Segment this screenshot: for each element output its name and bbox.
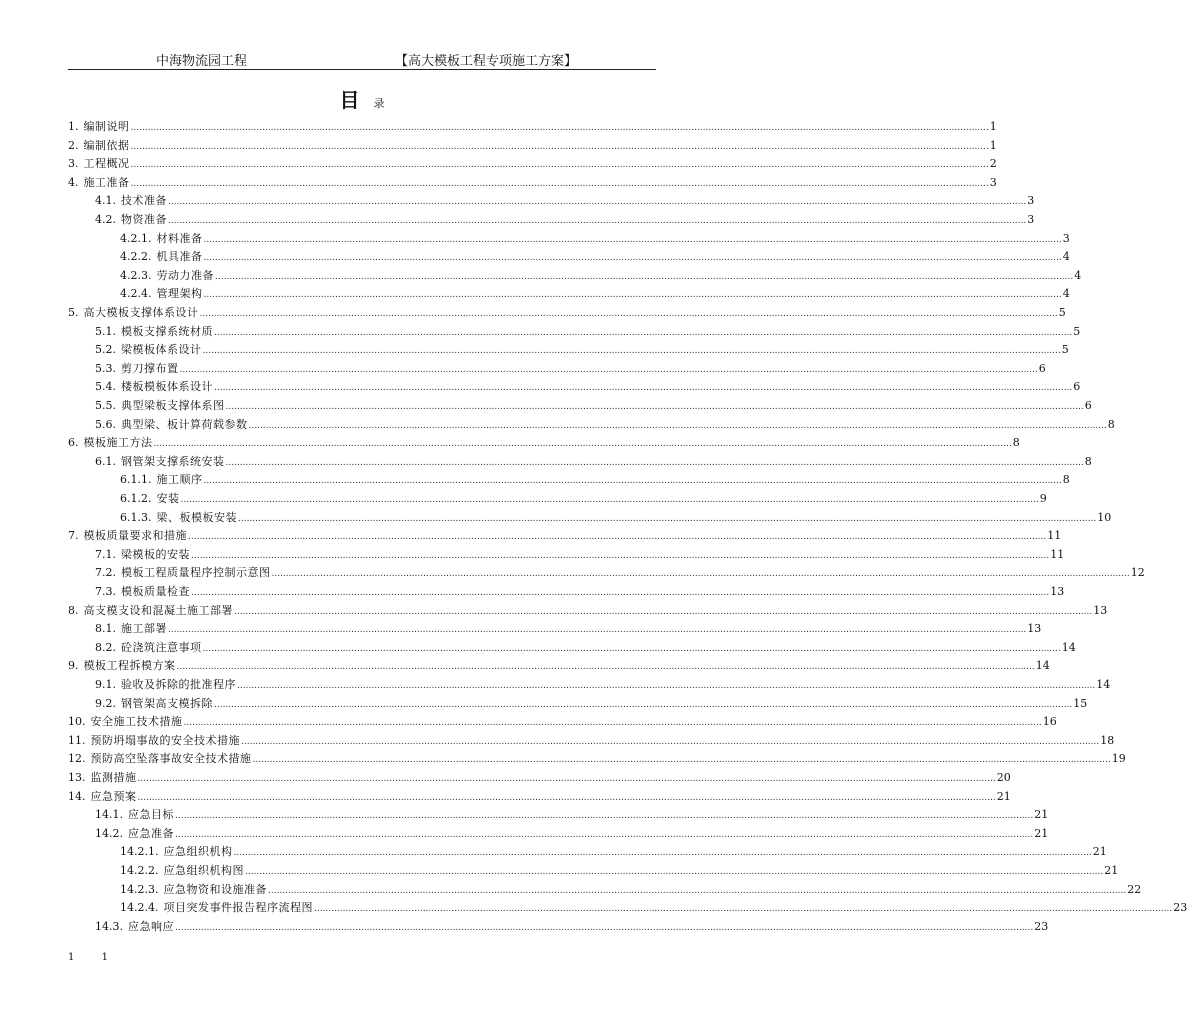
toc-entry-page: 5 <box>1058 306 1066 319</box>
toc-leader-dots: ............................................................................................................................................................................................................................................................................................................ <box>191 550 1050 561</box>
toc-entry-title: 预防坍塌事故的安全技术措施 <box>90 733 240 747</box>
toc-entry-title: 钢管架高支模拆除 <box>121 696 213 710</box>
toc-leader-dots: ............................................................................................................................................................................................................................................................................................................ <box>188 532 1047 543</box>
toc-entry-page: 6 <box>1038 361 1046 375</box>
toc-leader-dots: ............................................................................................................................................................................................................................................................................................................ <box>202 643 1061 654</box>
toc-entry-number: 11. <box>68 733 86 747</box>
toc-entry-number: 12. <box>68 752 86 766</box>
toc-entry[interactable] <box>95 414 1115 432</box>
toc-leader-dots: ............................................................................................................................................................................................................................................................................................................ <box>267 885 1127 896</box>
toc-entry-number: 7.2. <box>95 566 116 580</box>
toc-entry-number: 5.5. <box>95 399 116 412</box>
toc-entry[interactable] <box>120 841 1107 859</box>
toc-leader-dots: ............................................................................................................................................................................................................................................................................................................ <box>203 476 1062 487</box>
toc-entry[interactable] <box>95 395 1092 413</box>
toc-entry-title: 钢管架支撑系统安装 <box>121 454 225 468</box>
footer-right: 1 <box>101 952 108 963</box>
toc-leader-dots: ............................................................................................................................................................................................................................................................................................................ <box>214 383 1073 394</box>
toc-entry[interactable] <box>120 860 1119 878</box>
toc-entry[interactable] <box>120 879 1142 897</box>
toc-entry-page: 8 <box>1107 417 1115 431</box>
toc-entry-page: 21 <box>1034 826 1049 840</box>
toc-entry[interactable] <box>68 172 997 190</box>
toc-entry-page: 5 <box>1073 324 1081 338</box>
toc-entry-number: 4.2.1. <box>120 231 152 245</box>
toc-entry-page: 8 <box>1084 454 1092 468</box>
toc-entry-title: 楼板模板体系设计 <box>121 380 213 394</box>
toc-entry-page: 18 <box>1100 733 1115 747</box>
toc-leader-dots: ............................................................................................................................................................................................................................................................................................................ <box>233 848 1092 859</box>
toc-leader-dots: ............................................................................................................................................................................................................................................................................................................ <box>238 513 1097 524</box>
toc-entry[interactable] <box>68 730 1115 748</box>
toc-leader-dots: ............................................................................................................................................................................................................................................................................................................ <box>241 736 1100 747</box>
toc-entry-number: 5.2. <box>95 343 116 357</box>
toc-entry[interactable] <box>68 748 1126 766</box>
toc-entry-page: 19 <box>1111 752 1126 766</box>
toc-leader-dots: ............................................................................................................................................................................................................................................................................................................ <box>153 439 1012 450</box>
toc-entry[interactable] <box>95 693 1088 711</box>
toc-leader-dots: ............................................................................................................................................................................................................................................................................................................ <box>313 904 1173 915</box>
toc-entry-page: 22 <box>1127 882 1142 896</box>
toc-entry-page: 8 <box>1012 436 1020 450</box>
toc-entry-page: 8 <box>1062 473 1070 487</box>
toc-leader-dots: ............................................................................................................................................................................................................................................................................................................ <box>214 327 1073 338</box>
toc-entry-page: 13 <box>1027 622 1042 636</box>
toc-leader-dots: ............................................................................................................................................................................................................................................................................................................ <box>168 197 1027 208</box>
toc-entry-number: 7. <box>68 529 79 543</box>
toc-leader-dots: ............................................................................................................................................................................................................................................................................................................ <box>137 792 996 803</box>
toc-entry-page: 14 <box>1035 659 1050 673</box>
toc-entry-title: 劳动力准备 <box>156 268 214 282</box>
toc-entry[interactable] <box>95 321 1081 339</box>
toc-leader-dots: ............................................................................................................................................................................................................................................................................................................ <box>175 811 1034 822</box>
toc-leader-dots: ............................................................................................................................................................................................................................................................................................................ <box>202 346 1061 357</box>
toc-entry-page: 2 <box>989 157 997 171</box>
toc-leader-dots: ............................................................................................................................................................................................................................................................................................................ <box>215 271 1074 282</box>
toc-entry-number: 4.1. <box>95 194 116 208</box>
toc-entry[interactable] <box>68 432 1020 450</box>
toc-entry-number: 4.2.3. <box>120 268 152 282</box>
toc-entry[interactable] <box>68 302 1066 320</box>
toc-entry-title: 机具准备 <box>156 250 203 264</box>
toc-entry-page: 11 <box>1050 547 1065 561</box>
toc-entry[interactable] <box>95 562 1145 580</box>
toc-entry-number: 14.2. <box>95 826 123 840</box>
toc-entry-number: 7.1. <box>95 547 116 561</box>
toc-entry[interactable] <box>120 488 1047 506</box>
toc-entry-title: 模板工程拆模方案 <box>83 659 176 673</box>
toc-entry[interactable] <box>95 674 1111 692</box>
toc-entry-number: 4.2. <box>95 213 116 226</box>
toc-entry-page: 4 <box>1074 268 1082 282</box>
toc-entry-number: 3. <box>68 157 79 171</box>
toc-leader-dots: ............................................................................................................................................................................................................................................................................................................ <box>137 774 996 784</box>
toc-entry-title: 典型梁、板计算荷载参数 <box>121 417 248 431</box>
toc-entry-page: 4 <box>1062 250 1070 264</box>
toc-entry[interactable] <box>95 823 1049 841</box>
toc-leader-dots: ............................................................................................................................................................................................................................................................................................................ <box>176 662 1035 673</box>
toc-entry-title: 模板工程质量程序控制示意图 <box>121 566 271 580</box>
header-divider <box>68 69 656 70</box>
toc-entry-number: 4.2.2. <box>120 250 152 264</box>
toc-entry-page: 21 <box>1104 864 1119 877</box>
toc-entry-number: 9.1. <box>95 678 116 691</box>
toc-entry[interactable] <box>95 209 1035 227</box>
toc-leader-dots: ............................................................................................................................................................................................................................................................................................................ <box>244 867 1104 877</box>
toc-entry-number: 14.3. <box>95 919 123 933</box>
toc-entry-title: 工程概况 <box>83 157 130 171</box>
toc-leader-dots: ............................................................................................................................................................................................................................................................................................................ <box>191 588 1050 598</box>
toc-entry-title: 典型梁板支撑体系图 <box>121 399 225 412</box>
toc-entry-page: 3 <box>1027 213 1035 226</box>
toc-entry-number: 5.3. <box>95 361 116 375</box>
toc-leader-dots: ............................................................................................................................................................................................................................................................................................................ <box>130 141 989 152</box>
toc-entry-title: 安全施工技术措施 <box>90 715 183 729</box>
toc-leader-dots: ............................................................................................................................................................................................................................................................................................................ <box>130 178 989 189</box>
toc-entry-title: 监测措施 <box>90 771 137 784</box>
toc-entry-title: 模板施工方法 <box>83 436 153 450</box>
toc-entry-title: 高大模板支撑体系设计 <box>83 306 199 319</box>
toc-entry[interactable] <box>68 767 1011 785</box>
toc-leader-dots: ............................................................................................................................................................................................................................................................................................................ <box>179 364 1038 375</box>
toc-leader-dots: ............................................................................................................................................................................................................................................................................................................ <box>130 160 989 171</box>
toc-entry[interactable] <box>95 637 1076 655</box>
toc-entry-number: 14.2.3. <box>120 882 159 896</box>
toc-entry-title: 模板质量要求和措施 <box>83 529 187 543</box>
toc-entry-title: 模板支撑系统材质 <box>121 324 213 338</box>
toc-entry-page: 16 <box>1042 715 1057 729</box>
toc-entry-page: 20 <box>996 771 1011 784</box>
page-header <box>68 50 656 70</box>
toc-leader-dots: ............................................................................................................................................................................................................................................................................................................ <box>175 829 1034 840</box>
toc-entry-title: 应急准备 <box>128 826 174 840</box>
toc-entry-page: 23 <box>1034 919 1049 933</box>
toc-leader-dots: ............................................................................................................................................................................................................................................................................................................ <box>271 569 1130 580</box>
toc-entry-title: 应急组织机构图 <box>163 864 244 877</box>
toc-leader-dots: ............................................................................................................................................................................................................................................................................................................ <box>168 216 1027 226</box>
toc-entry[interactable] <box>95 618 1042 636</box>
toc-entry-page: 14 <box>1096 678 1111 691</box>
toc-entry[interactable] <box>95 581 1065 599</box>
toc-entry[interactable] <box>120 897 1187 915</box>
toc-entry[interactable] <box>95 451 1092 469</box>
toc-entry-number: 5.1. <box>95 324 116 338</box>
toc-entry[interactable] <box>68 525 1062 543</box>
toc-entry-number: 6.1.3. <box>120 510 152 524</box>
toc-leader-dots: ............................................................................................................................................................................................................................................................................................................ <box>234 606 1093 617</box>
toc-entry[interactable] <box>120 283 1070 301</box>
toc-entry-title: 技术准备 <box>121 194 167 208</box>
toc-entry-title: 应急组织机构 <box>163 845 233 859</box>
toc-entry-number: 5.6. <box>95 417 116 431</box>
toc-entry-number: 10. <box>68 715 86 729</box>
toc-entry-page: 6 <box>1084 399 1092 412</box>
toc-leader-dots: ............................................................................................................................................................................................................................................................................................................ <box>203 234 1062 245</box>
toc-entry-title: 模板质量检查 <box>121 585 190 598</box>
toc-entry-title: 剪刀撑布置 <box>121 361 179 375</box>
toc-entry-number: 9.2. <box>95 696 116 710</box>
toc-leader-dots: ............................................................................................................................................................................................................................................................................................................ <box>175 922 1034 933</box>
header-project-name: 中海物流园工程 <box>156 54 248 69</box>
toc-entry[interactable] <box>68 786 1011 804</box>
toc-entry[interactable] <box>95 339 1069 357</box>
toc-entry[interactable] <box>68 116 997 134</box>
toc-leader-dots: ............................................................................................................................................................................................................................................................................................................ <box>203 253 1062 264</box>
toc-leader-dots: ............................................................................................................................................................................................................................................................................................................ <box>252 755 1111 766</box>
toc-entry-number: 9. <box>68 659 79 673</box>
toc-entry[interactable] <box>95 804 1049 822</box>
toc-entry-page: 9 <box>1039 492 1047 505</box>
toc-leader-dots: ............................................................................................................................................................................................................................................................................................................ <box>199 309 1058 319</box>
toc-entry-title: 编制依据 <box>83 138 130 152</box>
toc-entry-number: 14.1. <box>95 808 123 822</box>
toc-entry-number: 2. <box>68 138 79 152</box>
toc-entry-title: 梁、板模板安装 <box>156 510 237 524</box>
toc-entry-title: 验收及拆除的批准程序 <box>121 678 236 691</box>
toc-entry-title: 项目突发事件报告程序流程图 <box>163 901 313 915</box>
toc-entry-page: 5 <box>1061 343 1069 357</box>
toc-entry[interactable] <box>95 190 1035 208</box>
toc-entry-title: 高支模支设和混凝土施工部署 <box>83 603 233 617</box>
toc-entry-number: 8.1. <box>95 622 116 636</box>
toc-entry[interactable] <box>120 228 1070 246</box>
toc-entry-number: 14.2.2. <box>120 864 159 877</box>
toc-leader-dots: ............................................................................................................................................................................................................................................................................................................ <box>203 290 1062 301</box>
toc-entry[interactable] <box>120 507 1112 525</box>
toc-entry-title: 施工准备 <box>83 175 130 189</box>
toc-entry-number: 14.2.1. <box>120 845 159 859</box>
toc-entry-number: 6.1.1. <box>120 473 152 487</box>
toc-entry-page: 6 <box>1073 380 1081 394</box>
toc-entry[interactable] <box>120 469 1070 487</box>
toc-entry[interactable] <box>68 711 1057 729</box>
toc-leader-dots: ............................................................................................................................................................................................................................................................................................................ <box>225 402 1084 412</box>
toc-entry-page: 3 <box>1062 231 1070 245</box>
toc-entry-number: 13. <box>68 771 86 784</box>
toc-entry-page: 14 <box>1061 640 1076 654</box>
toc-entry-page: 3 <box>1027 194 1035 208</box>
toc-entry-title: 应急响应 <box>128 919 174 933</box>
toc-entry[interactable] <box>68 153 997 171</box>
toc-leader-dots: ............................................................................................................................................................................................................................................................................................................ <box>180 495 1039 505</box>
toc-entry-page: 23 <box>1173 901 1187 915</box>
toc-entry-number: 5. <box>68 306 79 319</box>
toc-entry-number: 5.4. <box>95 380 116 394</box>
toc-entry-number: 4. <box>68 175 79 189</box>
toc-entry-title: 施工部署 <box>121 622 167 636</box>
toc-leader-dots: ............................................................................................................................................................................................................................................................................................................ <box>183 718 1042 729</box>
toc-entry-title: 安装 <box>156 492 180 505</box>
toc-entry-page: 3 <box>989 175 997 189</box>
toc-leader-dots: ............................................................................................................................................................................................................................................................................................................ <box>237 681 1096 691</box>
toc-entry[interactable] <box>95 544 1065 562</box>
toc-title-sub: 录 <box>373 97 385 110</box>
toc-entry-page: 15 <box>1073 696 1088 710</box>
toc-leader-dots: ............................................................................................................................................................................................................................................................................................................ <box>168 625 1027 636</box>
toc-entry-title: 砼浇筑注意事项 <box>121 640 202 654</box>
toc-entry-title: 应急物资和设施准备 <box>163 882 267 896</box>
toc-entry-number: 6. <box>68 436 79 450</box>
toc-entry-title: 管理架构 <box>156 287 203 301</box>
toc-entry-page: 13 <box>1093 603 1108 617</box>
toc-entry-title: 梁模板体系设计 <box>121 343 202 357</box>
toc-entry-title: 梁模板的安装 <box>121 547 190 561</box>
toc-entry-page: 11 <box>1047 529 1062 543</box>
toc-entry-number: 4.2.4. <box>120 287 152 301</box>
toc-entry-page: 1 <box>989 138 997 152</box>
toc-entry-title: 预防高空坠落事故安全技术措施 <box>90 752 252 766</box>
toc-entry[interactable] <box>120 265 1082 283</box>
toc-leader-dots: ............................................................................................................................................................................................................................................................................................................ <box>248 420 1107 431</box>
toc-leader-dots: ............................................................................................................................................................................................................................................................................................................ <box>130 123 989 133</box>
header-document-title: 【高大模板工程专项施工方案】 <box>395 54 578 69</box>
toc-entry-page: 12 <box>1130 566 1145 580</box>
footer-left: 1 <box>68 952 75 963</box>
toc-entry-number: 14.2.4. <box>120 901 159 915</box>
toc-entry-page: 21 <box>996 789 1011 803</box>
toc-entry-title: 物资准备 <box>121 213 167 226</box>
toc-entry-page: 21 <box>1034 808 1049 822</box>
toc-entry-title: 应急预案 <box>90 789 137 803</box>
page-footer <box>68 952 132 963</box>
toc-entry-page: 1 <box>989 120 997 133</box>
toc-title <box>0 84 724 113</box>
toc-entry[interactable] <box>68 655 1050 673</box>
toc-entry-number: 7.3. <box>95 585 116 598</box>
toc-entry-number: 14. <box>68 789 86 803</box>
toc-entry[interactable] <box>95 358 1046 376</box>
toc-entry-title: 编制说明 <box>83 120 130 133</box>
toc-entry-number: 8. <box>68 603 79 617</box>
toc-entry-page: 10 <box>1097 510 1112 524</box>
toc-entry-page: 13 <box>1050 585 1065 598</box>
toc-entry[interactable] <box>95 916 1049 934</box>
toc-entry[interactable] <box>68 600 1108 618</box>
toc-entry-number: 6.1. <box>95 454 116 468</box>
toc-entry[interactable] <box>95 376 1081 394</box>
toc-leader-dots: ............................................................................................................................................................................................................................................................................................................ <box>225 457 1084 468</box>
toc-entry-title: 材料准备 <box>156 231 203 245</box>
toc-title-main: 目 <box>339 88 360 112</box>
toc-entry-title: 应急目标 <box>128 808 174 822</box>
toc-entry[interactable] <box>120 246 1070 264</box>
toc-leader-dots: ............................................................................................................................................................................................................................................................................................................ <box>214 699 1073 710</box>
toc-entry-page: 4 <box>1062 287 1070 301</box>
toc-entry-page: 21 <box>1092 845 1107 859</box>
toc-entry-number: 8.2. <box>95 640 116 654</box>
toc-entry-number: 6.1.2. <box>120 492 152 505</box>
toc-entry-number: 1. <box>68 120 79 133</box>
toc-entry[interactable] <box>68 135 997 153</box>
toc-entry-title: 施工顺序 <box>156 473 203 487</box>
